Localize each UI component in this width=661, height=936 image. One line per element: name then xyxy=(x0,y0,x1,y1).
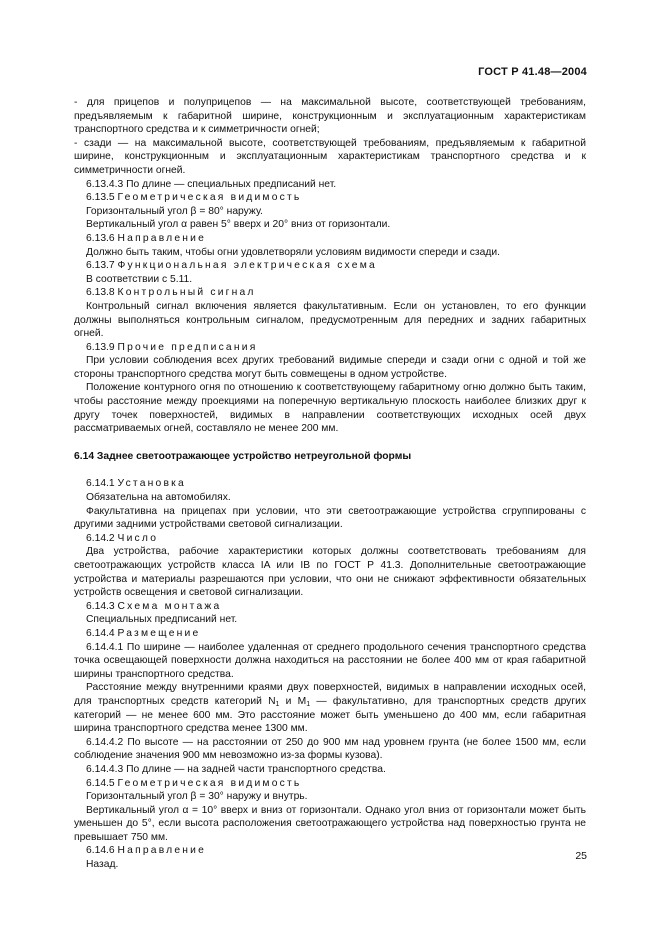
clause-heading xyxy=(74,532,586,546)
clause-heading xyxy=(74,259,586,273)
clause-heading xyxy=(74,600,586,614)
clause-heading xyxy=(74,341,586,355)
clause-number: 6.13.5 xyxy=(86,192,115,204)
clause-heading xyxy=(74,777,586,791)
subscript: 1 xyxy=(306,700,311,708)
clause-heading xyxy=(74,627,586,641)
clause-title: Прочие предписания xyxy=(117,341,258,353)
clause-number: 6.14.4 xyxy=(86,627,115,639)
paragraph: Положение контурного огня по отношению к соответствующему габаритному огню должно быть таким, чтобы расстояние между проекциями на поперечную вертикальную плоскость наиболее близких друг к другу точек поверхностей, видимых в направлении соответствующих исходных осей двух рассматриваемых огней, составляло не менее 200 мм. xyxy=(74,382,586,435)
clause-title: Контрольный сигнал xyxy=(117,287,256,299)
document-code: ГОСТ Р 41.48—2004 xyxy=(478,66,587,78)
clause-number: 6.14.5 xyxy=(86,777,115,789)
paragraph: Два устройства, рабочие характеристики которых должны соответствовать требованиям для светоотражающих устройств класса IA или IB по ГОСТ Р 41.3. Дополнительные светоотражающие устройства и материалы разрешаются при условии, что они не снижают эффективности обязательных устройств освещения и световой сигнализации. xyxy=(74,546,586,599)
clause-title: Направление xyxy=(117,232,207,244)
clause-title: Число xyxy=(117,532,159,544)
clause-heading xyxy=(74,844,586,858)
paragraph: 6.14.4.2 По высоте — на расстоянии от 250 до 900 мм над уровнем грунта (не более 1500 мм, если соблюдение значения 900 мм невозможно из-за формы кузова). xyxy=(74,736,586,762)
paragraph: Горизонтальный угол β = 30° наружу и внутрь. xyxy=(86,791,308,803)
clause-number: 6.14.6 xyxy=(86,845,115,857)
text-run: — факультативно, для транспортных средств других категорий — не менее 600 мм. Это расстояние может быть уменьшено до 400 мм, если габаритная ширина транспортного средства менее 1300 мм. xyxy=(74,695,586,735)
clause-heading xyxy=(74,191,586,205)
paragraph: Должно быть таким, чтобы огни удовлетворяли условиям видимости спереди и сзади. xyxy=(86,246,500,258)
clause-number: 6.14.2 xyxy=(86,532,115,544)
clause: 6.13.4.3 По длине — специальных предписаний нет. xyxy=(86,178,337,190)
clause-heading xyxy=(74,477,586,491)
clause-title: Геометрическая видимость xyxy=(117,192,302,204)
paragraph: Факультативна на прицепах при условии, что эти светоотражающие устройства сгруппированы с другими задними устройствами световой сигнализации. xyxy=(74,505,586,531)
paragraph: Вертикальный угол α = 10° вверх и вниз от горизонтали. Однако угол вниз от горизонтали может быть уменьшен до 5°, если высота расположения светоотражающего устройства над поверхностью грунта не превышает 750 мм. xyxy=(74,804,586,843)
clause-title: Направление xyxy=(117,845,207,857)
clause-title: Размещение xyxy=(117,627,201,639)
paragraph: - сзади — на максимальной высоте, соответствующей требованиям, предъявляемым к габаритной ширине, конструкционным и эксплуатационным характеристикам транспортного средства и к симметричности огней. xyxy=(74,137,586,176)
clause-number: 6.13.8 xyxy=(86,287,115,299)
text-run: и M xyxy=(279,695,307,707)
clause-number: 6.13.9 xyxy=(86,341,115,353)
clause-number: 6.13.6 xyxy=(86,232,115,244)
paragraph: Специальных предписаний нет. xyxy=(86,614,238,626)
paragraph: - для прицепов и полуприцепов — на максимальной высоте, соответствующей требованиям, предъявляемым к габаритной ширине, конструкционным и эксплуатационным характеристикам транспортного средства и к симметричности огней; xyxy=(74,97,586,136)
text-run: Расстояние между внутренними краями двух поверхностей, видимых в направлении исходных осей, для транспортных средств категорий N xyxy=(74,682,586,707)
paragraph xyxy=(74,681,586,735)
clause-number: 6.14.3 xyxy=(86,600,115,612)
clause-title: Установка xyxy=(117,478,186,490)
clause-number: 6.14.1 xyxy=(86,478,115,490)
paragraph: Назад. xyxy=(86,859,119,871)
paragraph: Вертикальный угол α равен 5° вверх и 20° вниз от горизонтали. xyxy=(86,219,391,231)
page-number: 25 xyxy=(575,850,587,862)
paragraph: В соответствии с 5.11. xyxy=(86,273,193,285)
clause-number: 6.13.7 xyxy=(86,260,115,272)
clause-heading xyxy=(74,232,586,246)
section-heading: 6.14 Заднее светоотражающее устройство нетреугольной формы xyxy=(74,450,412,462)
paragraph: 6.14.4.3 По длине — на задней части транспортного средства. xyxy=(86,763,386,775)
paragraph: Контрольный сигнал включения является факультативным. Если он установлен, то его функции должны выполняться контрольным сигналом, предусмотренным для передних и задних габаритных огней. xyxy=(74,300,586,340)
clause-title: Функциональная электрическая схема xyxy=(117,260,377,272)
paragraph: 6.14.4.1 По ширине — наиболее удаленная от среднего продольного сечения транспортного средства точка освещающей поверхности должна находиться на расстоянии не более 400 мм от края габаритной ширины транспортного средства. xyxy=(74,641,586,680)
page-body xyxy=(74,96,586,872)
subscript: 1 xyxy=(275,700,280,708)
clause-title: Схема монтажа xyxy=(117,600,222,612)
clause-heading xyxy=(74,286,586,300)
clause-title: Геометрическая видимость xyxy=(117,777,302,789)
paragraph: Обязательна на автомобилях. xyxy=(86,492,231,504)
paragraph: При условии соблюдения всех других требований видимые спереди и сзади огни с одной и той же стороны транспортного средства могут быть совмещены в одном устройстве. xyxy=(74,355,586,380)
paragraph: Горизонтальный угол β = 80° наружу. xyxy=(86,205,263,217)
